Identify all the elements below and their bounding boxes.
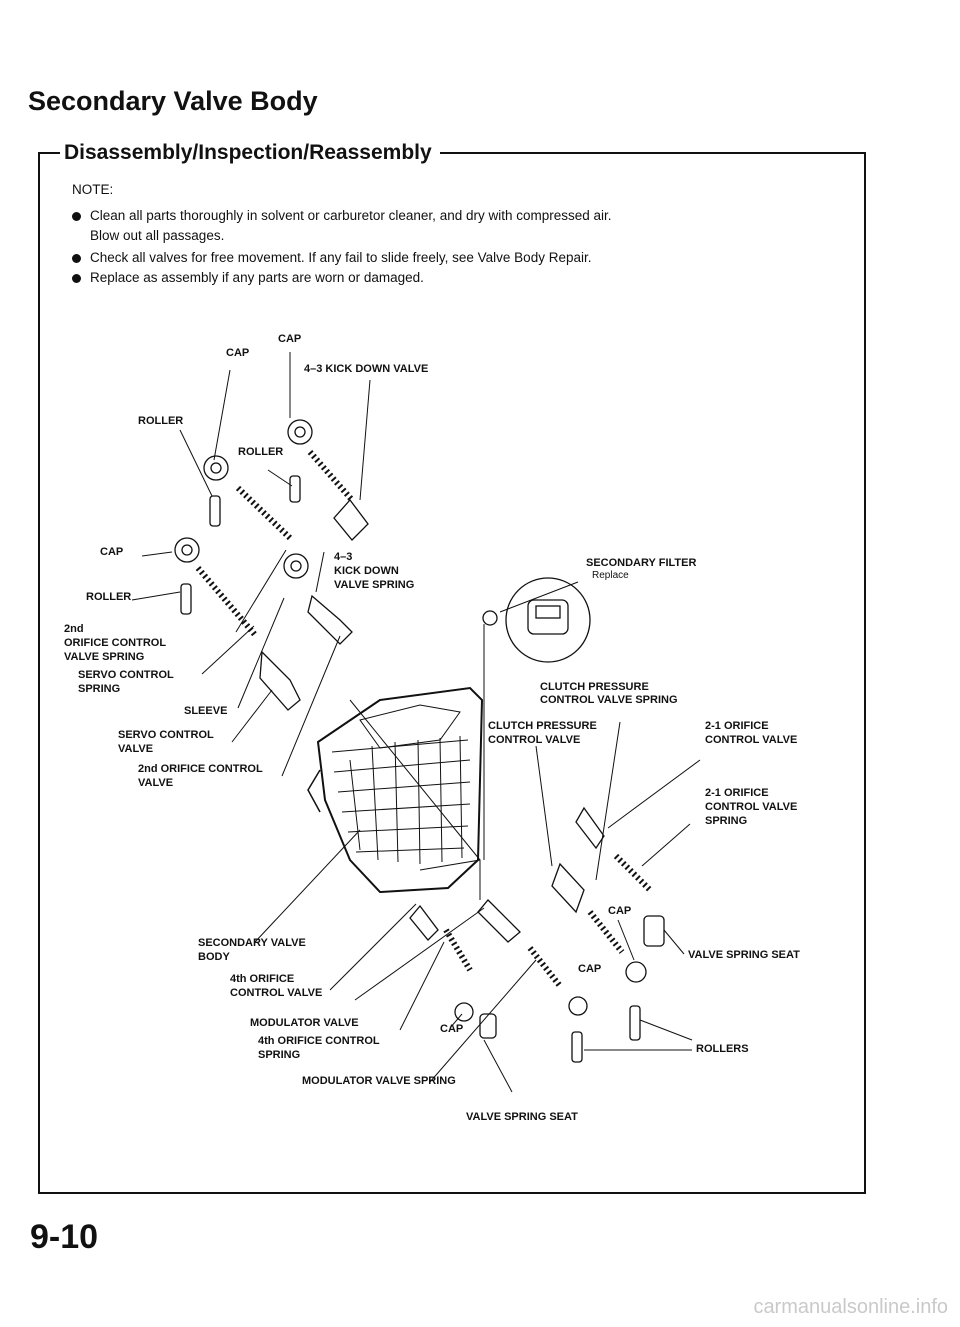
valve-body-illustration <box>308 688 482 892</box>
label-secondary-body: BODY <box>198 951 230 963</box>
spring-coil <box>446 930 470 970</box>
label-clutch-spring: CLUTCH PRESSURE <box>540 681 649 693</box>
note-item: Replace as assembly if any parts are worn or damaged. <box>72 268 832 288</box>
watermark: carmanualsonline.info <box>753 1296 948 1318</box>
label-servo-valve: VALVE <box>118 743 154 755</box>
label-cap: CAP <box>100 546 124 558</box>
label-replace: Replace <box>592 570 629 581</box>
label-valve-spring-seat: VALVE SPRING SEAT <box>688 949 800 961</box>
label-modulator-spring: MODULATOR VALVE SPRING <box>302 1075 456 1087</box>
orifice-valve-part <box>576 808 604 848</box>
label-4th-orifice-valve: 4th ORIFICE <box>230 973 295 985</box>
label-2-1-orifice-valve: 2-1 ORIFICE <box>705 720 769 732</box>
label-cap: CAP <box>440 1023 464 1035</box>
label-cap: CAP <box>608 905 632 917</box>
roller-part <box>181 584 191 614</box>
label-secondary-filter: SECONDARY FILTER <box>586 557 697 569</box>
spring-coil <box>238 488 290 538</box>
label-2-1-orifice-valve: CONTROL VALVE <box>705 734 798 746</box>
label-kickdown-spring: KICK DOWN <box>334 565 399 577</box>
cap-part <box>175 538 199 562</box>
note-item: Check all valves for free movement. If any fail to slide freely, see Valve Body Repair. <box>72 248 832 268</box>
label-secondary-body: SECONDARY VALVE <box>198 937 306 949</box>
label-kickdown-valve: 4–3 KICK DOWN VALVE <box>304 363 429 375</box>
label-2nd-orifice-spring: 2nd <box>64 623 84 635</box>
servo-valve-part <box>260 652 300 710</box>
label-2-1-orifice-spring: CONTROL VALVE <box>705 801 798 813</box>
spring-coil <box>198 568 256 636</box>
spring-coil <box>530 948 560 986</box>
label-clutch-valve: CONTROL VALVE <box>488 734 581 746</box>
label-2-1-orifice-spring: SPRING <box>705 815 748 827</box>
label-valve-spring-seat: VALVE SPRING SEAT <box>466 1111 578 1123</box>
label-cap: CAP <box>278 333 302 345</box>
page-title: Secondary Valve Body <box>28 86 318 116</box>
label-4th-orifice-spring: 4th ORIFICE CONTROL <box>258 1035 380 1047</box>
label-servo-valve: SERVO CONTROL <box>118 729 214 741</box>
note-item: Clean all parts thoroughly in solvent or carburetor cleaner, and dry with compressed air. <box>72 206 832 226</box>
label-kickdown-spring: VALVE SPRING <box>334 579 415 591</box>
label-2nd-orifice-valve: VALVE <box>138 777 174 789</box>
label-4th-orifice-spring: SPRING <box>258 1049 301 1061</box>
roller-part <box>572 1032 582 1062</box>
label-modulator-valve: MODULATOR VALVE <box>250 1017 359 1029</box>
roller-part <box>630 1006 640 1040</box>
label-clutch-spring: CONTROL VALVE SPRING <box>540 694 678 706</box>
spring-seat-part <box>644 916 664 946</box>
cap-part <box>288 420 312 444</box>
cap-part <box>284 554 308 578</box>
label-roller: ROLLER <box>86 591 132 603</box>
label-rollers: ROLLERS <box>696 1043 749 1055</box>
label-servo-spring: SERVO CONTROL <box>78 669 174 681</box>
note-heading: NOTE: <box>72 182 114 197</box>
label-sleeve: SLEEVE <box>184 705 228 717</box>
label-2nd-orifice-spring: ORIFICE CONTROL <box>64 637 167 649</box>
kickdown-spring-coil <box>310 452 352 500</box>
page-number: 9-10 <box>30 1218 99 1256</box>
section-subtitle: Disassembly/Inspection/Reassembly <box>64 141 436 165</box>
clutch-valve-part <box>552 864 584 912</box>
label-2nd-orifice-spring: VALVE SPRING <box>64 651 145 663</box>
label-servo-spring: SPRING <box>78 683 121 695</box>
sleeve-part <box>308 596 352 644</box>
orifice-valve-part <box>410 906 438 940</box>
label-roller: ROLLER <box>138 415 184 427</box>
label-cap: CAP <box>578 963 602 975</box>
cap-part <box>626 962 646 982</box>
label-cap: CAP <box>226 347 250 359</box>
cap-part <box>204 456 228 480</box>
spring-coil <box>616 856 650 890</box>
roller-part <box>210 496 220 526</box>
secondary-filter-part <box>483 578 590 662</box>
label-2nd-orifice-valve: 2nd ORIFICE CONTROL <box>138 763 263 775</box>
cap-part <box>569 997 587 1015</box>
spring-coil <box>590 912 622 952</box>
label-2-1-orifice-spring: 2-1 ORIFICE <box>705 787 769 799</box>
label-roller: ROLLER <box>238 446 284 458</box>
spring-seat-part <box>480 1014 496 1038</box>
note-item-continuation: Blow out all passages. <box>90 228 225 243</box>
roller-part <box>290 476 300 502</box>
modulator-valve-part <box>478 900 520 942</box>
label-kickdown-spring: 4–3 <box>334 551 353 563</box>
kickdown-valve-part <box>334 500 368 540</box>
label-clutch-valve: CLUTCH PRESSURE <box>488 720 597 732</box>
label-4th-orifice-valve: CONTROL VALVE <box>230 987 323 999</box>
